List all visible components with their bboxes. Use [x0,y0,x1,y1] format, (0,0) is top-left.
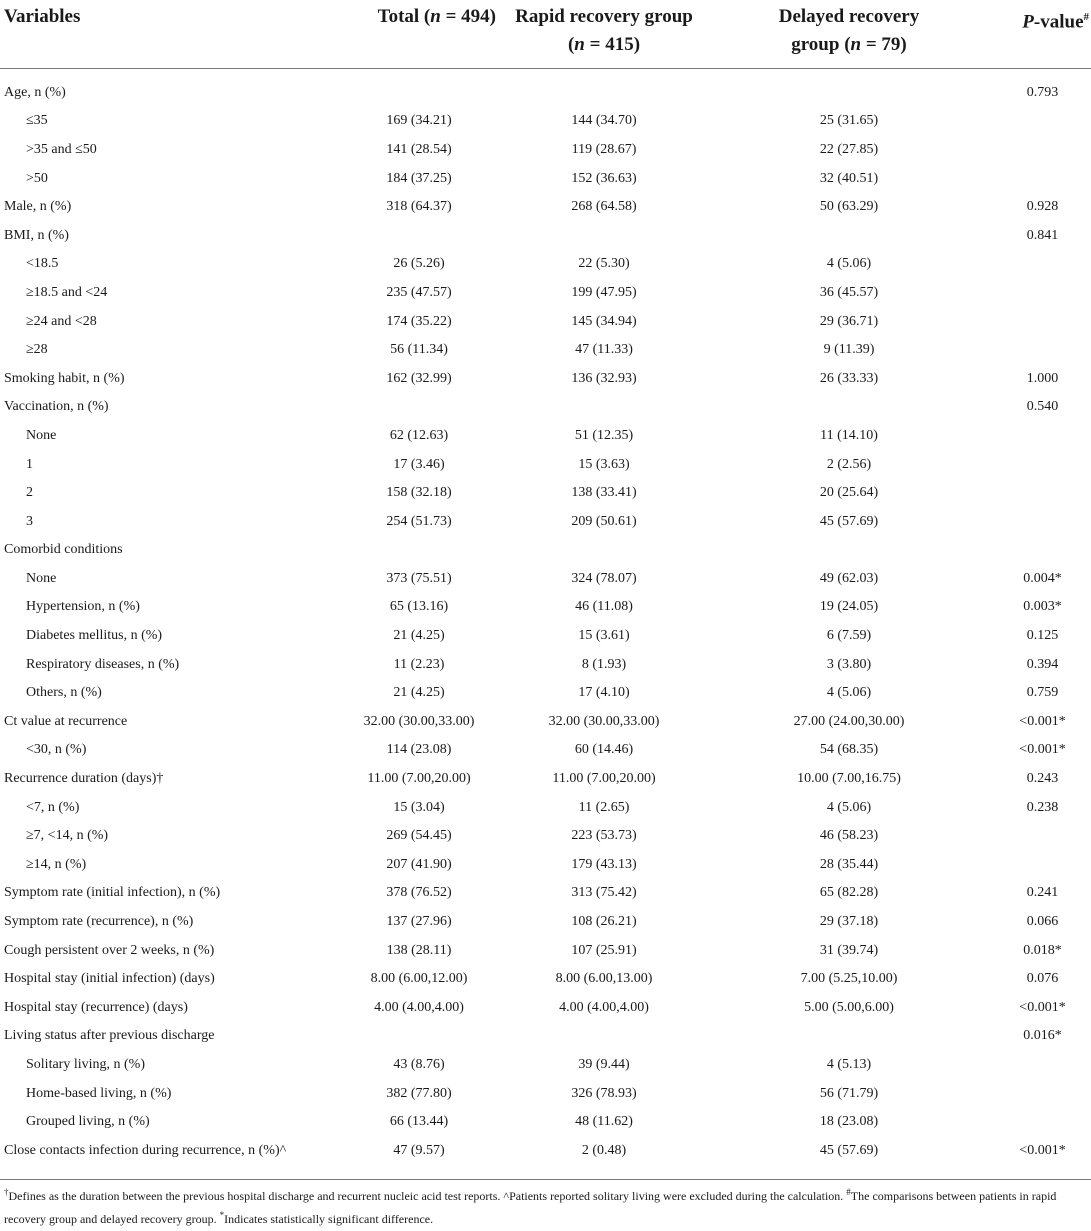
header-rapid-recovery: Rapid recovery group (n = 415) [504,0,704,68]
cell-total: 169 (34.21) [386,113,452,129]
table-row [0,851,1091,880]
cell-total: 4.00 (4.00,4.00) [374,999,464,1015]
row-label: Hospital stay (recurrence) (days) [4,999,188,1015]
cell-delayed-recovery: 32 (40.51) [819,170,879,186]
cell-rapid-recovery: 15 (3.63) [578,456,630,472]
cell-total: 382 (77.80) [386,1085,452,1101]
cell-rapid-recovery [504,79,704,108]
cell-delayed-recovery [704,1022,994,1051]
cell-rapid-recovery: 324 (78.07) [571,570,637,586]
row-label: Solitary living, n (%) [26,1056,145,1072]
table-row [0,1108,1091,1137]
cell-rapid-recovery: 107 (25.91) [571,942,637,958]
table-row [0,593,1091,622]
cell-p-value: <0.001* [1019,713,1066,729]
table-row [0,622,1091,651]
cell-delayed-recovery: 29 (36.71) [819,313,879,329]
table-row [0,1079,1091,1108]
cell-total [334,221,504,250]
table-row [0,1051,1091,1080]
table-row [0,250,1091,279]
header-variables: Variables [0,0,334,68]
cell-p-value: 0.018* [1023,942,1062,958]
cell-p-value: 0.238 [1026,799,1059,815]
cell-p-value: 0.793 [1026,84,1059,100]
header-delayed-recovery: Delayed recovery group (n = 79) [704,0,994,68]
cell-delayed-recovery: 45 (57.69) [819,1142,879,1158]
table-row [0,164,1091,193]
row-label: Recurrence duration (days)† [4,771,164,787]
cell-delayed-recovery: 49 (62.03) [819,570,879,586]
cell-total: 378 (76.52) [386,885,452,901]
table-row [0,507,1091,536]
cell-rapid-recovery: 326 (78.93) [571,1085,637,1101]
cell-total: 235 (47.57) [386,284,452,300]
cell-p-value [994,164,1091,193]
row-label: >35 and ≤50 [26,141,97,157]
cell-p-value: 0.125 [1026,628,1059,644]
table-row [0,879,1091,908]
cell-p-value: 0.004* [1023,570,1062,586]
cell-rapid-recovery: 60 (14.46) [574,742,634,758]
cell-delayed-recovery: 18 (23.08) [819,1114,879,1130]
cell-delayed-recovery: 25 (31.65) [819,113,879,129]
cell-delayed-recovery: 27.00 (24.00,30.00) [793,713,905,729]
table-bottom-rule [0,1165,1091,1180]
cell-rapid-recovery: 39 (9.44) [578,1056,630,1072]
cell-rapid-recovery [504,536,704,565]
cell-p-value: 0.016* [1023,1028,1062,1044]
row-label: Smoking habit, n (%) [4,370,125,386]
row-label: ≥28 [26,342,48,358]
cell-total: 141 (28.54) [386,141,452,157]
cell-total: 15 (3.04) [393,799,445,815]
row-label: Vaccination, n (%) [4,399,109,415]
cell-total: 373 (75.51) [386,570,452,586]
cell-total: 137 (27.96) [386,914,452,930]
table-row [0,679,1091,708]
cell-total: 158 (32.18) [386,485,452,501]
cell-total: 17 (3.46) [393,456,445,472]
row-label: ≥14, n (%) [26,856,87,872]
cell-rapid-recovery [504,393,704,422]
cell-rapid-recovery: 152 (36.63) [571,170,637,186]
cell-p-value: <0.001* [1019,1142,1066,1158]
cell-total: 47 (9.57) [393,1142,445,1158]
cell-delayed-recovery: 4 (5.06) [826,685,872,701]
table-row [0,136,1091,165]
row-label: Home-based living, n (%) [26,1085,172,1101]
cell-delayed-recovery: 54 (68.35) [819,742,879,758]
cell-rapid-recovery: 223 (53.73) [571,828,637,844]
cell-rapid-recovery [504,221,704,250]
cell-delayed-recovery: 56 (71.79) [819,1085,879,1101]
table-row [0,565,1091,594]
cell-p-value: 0.243 [1026,771,1059,787]
cell-p-value [994,279,1091,308]
cell-total: 66 (13.44) [389,1114,449,1130]
cell-rapid-recovery: 209 (50.61) [571,513,637,529]
cell-total: 26 (5.26) [393,256,445,272]
row-label: Living status after previous discharge [4,1028,215,1044]
cell-delayed-recovery: 19 (24.05) [819,599,879,615]
table-row [0,450,1091,479]
table-row [0,536,1091,565]
cell-delayed-recovery: 29 (37.18) [819,914,879,930]
cell-total: 21 (4.25) [393,628,445,644]
cell-rapid-recovery: 268 (64.58) [571,199,637,215]
cell-rapid-recovery: 46 (11.08) [575,599,633,615]
table-row [0,908,1091,937]
cell-p-value [994,136,1091,165]
cell-delayed-recovery: 3 (3.80) [826,656,872,672]
cell-p-value [994,1079,1091,1108]
row-label: BMI, n (%) [4,227,69,243]
cell-p-value: 0.066 [1026,914,1059,930]
cell-p-value: 0.241 [1026,885,1059,901]
row-label: Symptom rate (recurrence), n (%) [4,914,194,930]
row-label: ≤35 [26,113,48,129]
cell-delayed-recovery: 50 (63.29) [819,199,879,215]
cell-rapid-recovery: 179 (43.13) [571,856,637,872]
row-label: <7, n (%) [26,799,80,815]
cell-total: 114 (23.08) [386,742,452,758]
table-row [0,708,1091,737]
table-footnote: †Defines as the duration between the previous hospital discharge and recurrent nucleic acid test reports. ^Patients reported solitary living were excluded during the calculation. #The comparisons between patients in rapid recovery group and delayed recovery group. *Indicates statistically significant difference. [4,1187,1057,1226]
cell-delayed-recovery: 10.00 (7.00,16.75) [797,771,901,787]
row-label: Male, n (%) [4,199,72,215]
cell-rapid-recovery: 22 (5.30) [578,256,630,272]
cell-delayed-recovery: 45 (57.69) [819,513,879,529]
cell-rapid-recovery: 313 (75.42) [571,885,637,901]
cell-total: 184 (37.25) [386,170,452,186]
cell-total [334,536,504,565]
cell-rapid-recovery: 138 (33.41) [571,485,637,501]
table-row [0,364,1091,393]
row-label: ≥7, <14, n (%) [26,828,109,844]
row-label: >50 [26,170,48,186]
row-label: Others, n (%) [26,685,102,701]
cell-p-value: 0.841 [1026,227,1059,243]
row-label: Diabetes mellitus, n (%) [26,628,163,644]
cell-p-value [994,422,1091,451]
cell-rapid-recovery: 136 (32.93) [571,370,637,386]
cell-delayed-recovery: 4 (5.06) [826,799,872,815]
cell-rapid-recovery: 4.00 (4.00,4.00) [559,999,649,1015]
table-row [0,79,1091,108]
cell-rapid-recovery: 2 (0.48) [581,1142,627,1158]
row-label: None [26,570,57,586]
row-label: None [26,427,57,443]
table-row [0,650,1091,679]
cell-delayed-recovery: 7.00 (5.25,10.00) [800,971,898,987]
cell-p-value [994,307,1091,336]
cell-total: 162 (32.99) [386,370,452,386]
cell-rapid-recovery: 11 (2.65) [578,799,630,815]
table-row [0,1136,1091,1165]
cell-total: 254 (51.73) [386,513,452,529]
cell-total: 174 (35.22) [386,313,452,329]
table-row [0,965,1091,994]
table-row [0,822,1091,851]
cell-delayed-recovery: 11 (14.10) [820,427,878,443]
cell-delayed-recovery [704,536,994,565]
table-header-row [0,0,1091,68]
row-label: Respiratory diseases, n (%) [26,656,180,672]
table-row [0,422,1091,451]
cell-delayed-recovery: 9 (11.39) [823,342,875,358]
cell-rapid-recovery: 11.00 (7.00,20.00) [552,771,656,787]
cell-total: 32.00 (30.00,33.00) [363,713,475,729]
cell-p-value [994,479,1091,508]
cell-delayed-recovery: 31 (39.74) [819,942,879,958]
cell-rapid-recovery: 199 (47.95) [571,284,637,300]
table-row [0,736,1091,765]
row-label: Hypertension, n (%) [26,599,140,615]
table-row [0,221,1091,250]
cell-p-value [994,536,1091,565]
cell-total: 56 (11.34) [390,342,448,358]
table-row [0,936,1091,965]
table-row [0,793,1091,822]
table-row [0,1022,1091,1051]
cell-rapid-recovery: 47 (11.33) [575,342,633,358]
cell-p-value: 0.394 [1026,656,1059,672]
cell-p-value [994,507,1091,536]
cell-p-value: 1.000 [1026,370,1059,386]
cell-total: 269 (54.45) [386,828,452,844]
cell-rapid-recovery: 48 (11.62) [575,1114,633,1130]
cell-delayed-recovery: 26 (33.33) [819,370,879,386]
cell-rapid-recovery: 119 (28.67) [571,141,637,157]
row-label: Ct value at recurrence [4,713,128,729]
cell-total: 8.00 (6.00,12.00) [370,971,468,987]
cell-delayed-recovery: 28 (35.44) [819,856,879,872]
cell-rapid-recovery: 145 (34.94) [571,313,637,329]
cell-rapid-recovery: 17 (4.10) [578,685,630,701]
cell-delayed-recovery: 6 (7.59) [826,628,872,644]
cell-total: 318 (64.37) [386,199,452,215]
table-row [0,107,1091,136]
cell-p-value: 0.003* [1023,599,1062,615]
row-label: ≥24 and <28 [26,313,97,329]
cell-p-value [994,107,1091,136]
cell-p-value [994,1051,1091,1080]
cell-delayed-recovery [704,393,994,422]
cell-p-value [994,822,1091,851]
cell-delayed-recovery: 2 (2.56) [826,456,872,472]
cell-total [334,393,504,422]
row-label: Close contacts infection during recurrence, n (%)^ [4,1142,287,1158]
cell-delayed-recovery: 5.00 (5.00,6.00) [804,999,894,1015]
cell-delayed-recovery [704,221,994,250]
row-label: <18.5 [26,256,59,272]
row-label: 3 [26,513,33,529]
cell-p-value [994,851,1091,880]
table-row [0,193,1091,222]
cell-p-value: 0.928 [1026,199,1059,215]
row-label: 2 [26,485,33,501]
cell-total: 11.00 (7.00,20.00) [367,771,471,787]
table-row [0,479,1091,508]
cell-p-value: 0.076 [1026,971,1059,987]
cell-p-value: 0.759 [1026,685,1059,701]
cell-total: 65 (13.16) [389,599,449,615]
table-row [0,336,1091,365]
table-row [0,279,1091,308]
cell-delayed-recovery: 4 (5.06) [826,256,872,272]
cell-p-value: <0.001* [1019,999,1066,1015]
cell-p-value: 0.540 [1026,399,1059,415]
table-row [0,393,1091,422]
row-label: Comorbid conditions [4,542,123,558]
header-p-value: P-value# [994,0,1091,68]
cell-total: 11 (2.23) [393,656,445,672]
row-label: Age, n (%) [4,84,66,100]
table-row [0,765,1091,794]
cell-p-value [994,1108,1091,1137]
table-row [0,307,1091,336]
cell-total: 207 (41.90) [386,856,452,872]
cell-rapid-recovery: 8 (1.93) [581,656,627,672]
cell-total: 43 (8.76) [393,1056,445,1072]
cell-delayed-recovery [704,79,994,108]
cell-total: 21 (4.25) [393,685,445,701]
cell-rapid-recovery: 108 (26.21) [571,914,637,930]
cell-delayed-recovery: 4 (5.13) [826,1056,872,1072]
cell-rapid-recovery: 32.00 (30.00,33.00) [548,713,660,729]
cell-total [334,79,504,108]
cell-rapid-recovery: 15 (3.61) [578,628,630,644]
cell-total: 62 (12.63) [389,427,449,443]
cell-rapid-recovery [504,1022,704,1051]
row-label: Grouped living, n (%) [26,1114,150,1130]
cell-rapid-recovery: 144 (34.70) [571,113,637,129]
row-label: ≥18.5 and <24 [26,284,108,300]
row-label: <30, n (%) [26,742,87,758]
header-total: Total (n = 494) [334,0,504,68]
cell-delayed-recovery: 46 (58.23) [819,828,879,844]
row-label: 1 [26,456,33,472]
cell-delayed-recovery: 22 (27.85) [819,141,879,157]
cell-p-value [994,336,1091,365]
cell-delayed-recovery: 65 (82.28) [819,885,879,901]
cell-delayed-recovery: 20 (25.64) [819,485,879,501]
row-label: Symptom rate (initial infection), n (%) [4,885,221,901]
cell-delayed-recovery: 36 (45.57) [819,284,879,300]
cell-p-value [994,250,1091,279]
cell-p-value: <0.001* [1019,742,1066,758]
cell-p-value [994,450,1091,479]
row-label: Cough persistent over 2 weeks, n (%) [4,942,215,958]
cell-total: 138 (28.11) [386,942,452,958]
cell-rapid-recovery: 51 (12.35) [574,427,634,443]
cell-rapid-recovery: 8.00 (6.00,13.00) [555,971,653,987]
row-label: Hospital stay (initial infection) (days) [4,971,215,987]
cell-total [334,1022,504,1051]
table-row [0,994,1091,1023]
